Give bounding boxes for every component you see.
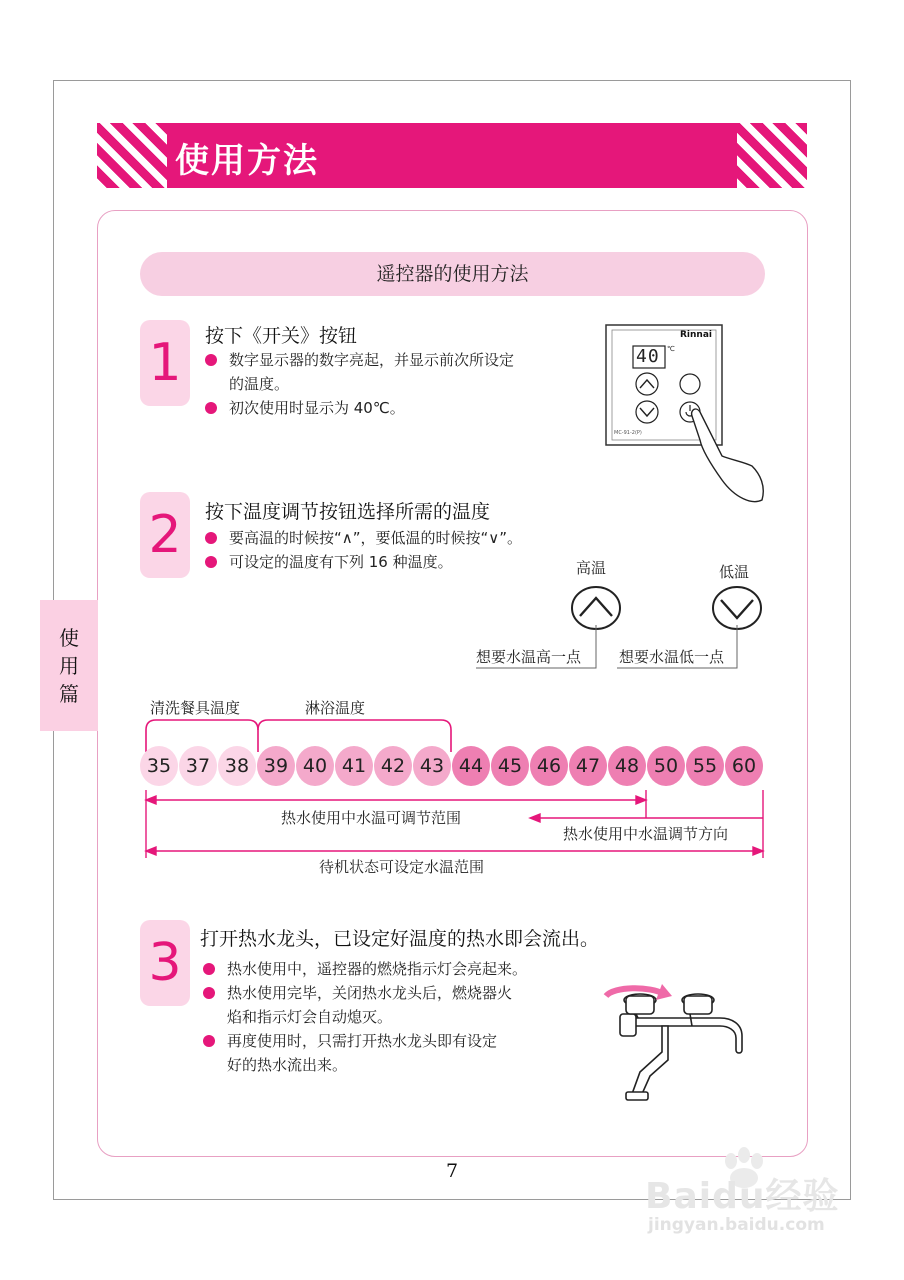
- temp-40: 40: [296, 746, 334, 786]
- step-3-number: 3: [140, 920, 190, 1006]
- bullet-text: 初次使用时显示为 40℃。: [229, 399, 405, 417]
- temp-42: 42: [374, 746, 412, 786]
- temp-55: 55: [686, 746, 724, 786]
- temp-39: 39: [257, 746, 295, 786]
- page-number: 7: [445, 1160, 459, 1182]
- priority-button-icon: [680, 374, 700, 394]
- side-tab-char-1: 使: [59, 626, 79, 650]
- temp-46: 46: [530, 746, 568, 786]
- temp-47: 47: [569, 746, 607, 786]
- bullet-text: 好的热水流出来。: [227, 1056, 348, 1074]
- bullet-text: 可设定的温度有下列 16 种温度。: [229, 553, 453, 571]
- bullet-text: 再度使用时，只需打开热水龙头即有设定: [227, 1032, 498, 1050]
- bullet-text: 焰和指示灯会自动熄灭。: [227, 1008, 393, 1026]
- hand-icon: [692, 409, 764, 502]
- step-1-title: 按下《开关》按钮: [205, 325, 358, 347]
- low-temp-label: 低温: [719, 563, 750, 581]
- bullet-text: 热水使用完毕，关闭热水龙头后，燃烧器火: [227, 984, 513, 1002]
- temp-35: 35: [140, 746, 178, 786]
- watermark-logo: Baidu经验: [645, 1176, 840, 1217]
- low-temp-caption: 想要水温低一点: [619, 648, 725, 666]
- side-tab-char-2: 用: [59, 654, 79, 678]
- section-title: 遥控器的使用方法: [140, 252, 765, 296]
- arrow-down-button: [636, 401, 658, 423]
- page-title: 使用方法: [175, 141, 319, 181]
- temp-60: 60: [725, 746, 763, 786]
- range-in-use-label: 热水使用中水温可调节范围: [281, 809, 462, 827]
- high-temp-caption: 想要水温高一点: [476, 648, 582, 666]
- remote-display: 40: [636, 346, 660, 367]
- step-2-number: 2: [140, 492, 190, 578]
- shower-temp-label: 淋浴温度: [305, 699, 366, 717]
- high-temp-label: 高温: [576, 559, 607, 577]
- direction-in-use-label: 热水使用中水温调节方向: [563, 825, 729, 843]
- temp-48: 48: [608, 746, 646, 786]
- side-tab-char-3: 篇: [59, 682, 79, 706]
- remote-model: MC-91-2(P): [614, 430, 642, 436]
- temp-38: 38: [218, 746, 256, 786]
- bullet-text: 的温度。: [229, 375, 290, 393]
- range-standby-label: 待机状态可设定水温范围: [319, 858, 485, 876]
- temp-45: 45: [491, 746, 529, 786]
- temp-37: 37: [179, 746, 217, 786]
- dish-temp-label: 清洗餐具温度: [150, 699, 241, 717]
- bullet-text: 热水使用中，遥控器的燃烧指示灯会亮起来。: [227, 960, 528, 978]
- step-2-title: 按下温度调节按钮选择所需的温度: [205, 501, 491, 523]
- step-3-title: 打开热水龙头，已设定好温度的热水即会流出。: [200, 928, 600, 950]
- temp-41: 41: [335, 746, 373, 786]
- temp-43: 43: [413, 746, 451, 786]
- temp-44: 44: [452, 746, 490, 786]
- step-1-number: 1: [140, 320, 190, 406]
- remote-illustration: [606, 325, 763, 502]
- arrow-up-button: [636, 373, 658, 395]
- bullet-text: 数字显示器的数字亮起，并显示前次所设定: [229, 351, 515, 369]
- remote-display-unit: ℃: [667, 345, 675, 353]
- watermark-url: jingyan.baidu.com: [648, 1215, 825, 1235]
- temp-50: 50: [647, 746, 685, 786]
- bullet-text: 要高温的时候按“∧”，要低温的时候按“∨”。: [229, 529, 523, 547]
- remote-brand-logo: Rinnai: [680, 330, 712, 340]
- faucet-illustration: [620, 994, 742, 1100]
